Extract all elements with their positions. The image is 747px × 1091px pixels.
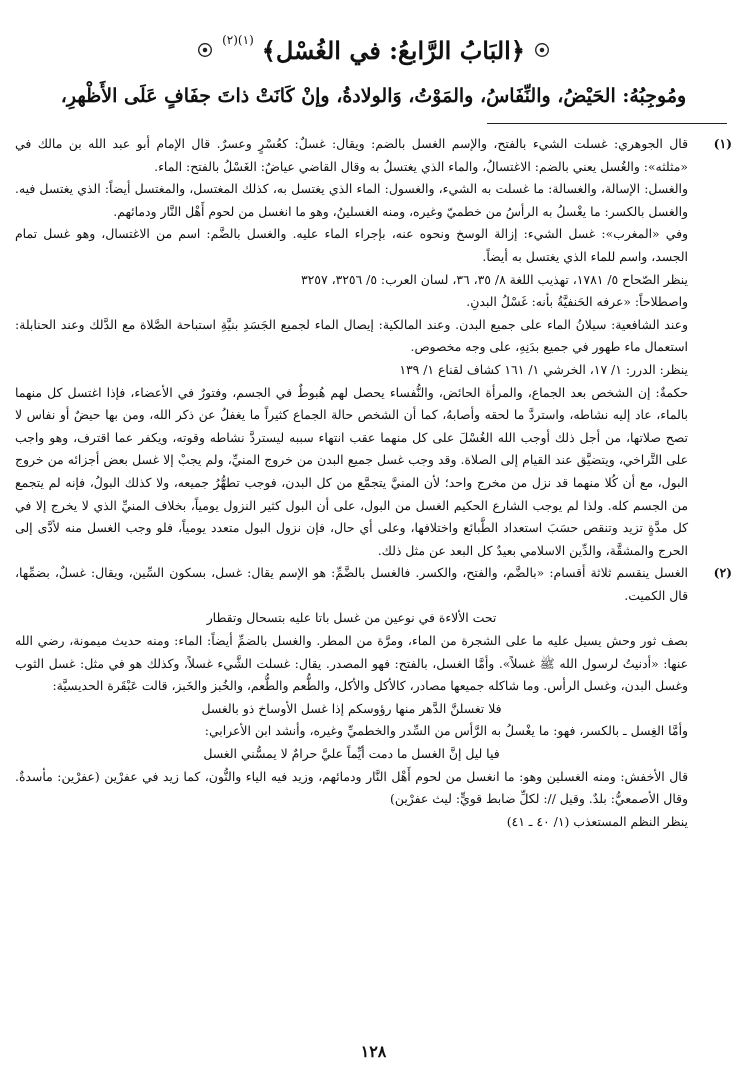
main-text: ومُوجِبُهُ: الحَيْضُ، والنِّفَاسُ، والمَوْتُ، وَالولادةُ، وإنْ كَانَتْ ذاتَ جفَافٍ عَلَى الأَظْهرِ،: [60, 85, 687, 107]
footnotes: [15, 133, 732, 833]
footnote-paragraph: وفي «المغرب»: غسل الشيء: إزالة الوسخ ونحوه عنه، بإجراء الماء عليه. والغسل بالضَّم: اسم من الاغتسال، وهو غسل تمام الجسد، واسم للماء الذي يغتسل به أيضاً.: [15, 226, 688, 264]
chapter-heading: [0, 30, 747, 70]
page-number: ١٢٨: [360, 1042, 387, 1061]
footnote-paragraph: الغسل ينقسم ثلاثة أقسام: «بالضَّم، والفتح، والكسر. فالغسل بالضَّمِّ: هو الإسم يقال: غسل، بسكون السِّين، ويقال: غسلٌ، بضمِّها، قال الكميت.: [15, 565, 688, 603]
footnote-paragraph: ينظر الصّحاح ٥/ ١٧٨١، تهذيب اللغة ٨/ ٣٥، ٣٦، لسان العرب: ٥/ ٣٢٥٦، ٣٢٥٧: [301, 271, 688, 287]
footnote-paragraph: قال الأخفش: ومنه الغسلين وهو: ما انغسل من لحوم أَهْل النَّار ودمائهم، وزيد فيه الياء والنُّون، كما زيد في عفرْين (عفرْين: مأسدةٌ. وقال الأصمعيُّ: بلدٌ. وقيل //: لكلِّ ضابط قويٍّ: ليث عفرْين): [15, 768, 688, 807]
footnote-divider: [487, 123, 727, 124]
ornament-right-icon: [533, 41, 551, 59]
ornament-left-icon: [196, 41, 214, 59]
footnote-number: (٢): [713, 565, 732, 581]
footnote-paragraph: وعند الشافعية: سيلانُ الماء على جميع البدن. وعند المالكية: إيصال الماء لجميع الجَسَدِ بنيَّةِ استباحة الصَّلاة مع الدَّلك وعند الحنابلة: استعمال ماء طهور في جميع بدَنِهِ، على وجه مخصوص.: [15, 316, 688, 355]
chapter-footnote-refs: (١)(٢): [222, 33, 254, 47]
footnote-paragraph: ينظر: الدرر: ١/ ١٧، الخرشي ١/ ١٦١ كشاف لقناع ١/ ١٣٩: [399, 361, 688, 377]
verse-line: فيا ليل إنَّ الغسل ما دمت أيِّماً عليَّ حرامٌ لا يمسُّني الغسل: [203, 746, 500, 762]
footnote-number: (١): [713, 136, 732, 151]
footnote-paragraph: ينظر النظم المستعذب (١/ ٤٠ ـ ٤١): [506, 813, 688, 829]
verse-line: تحت الألاءة في نوعين من غسل باتا عليه بتسحال وتقطار: [206, 610, 497, 626]
footnote: [15, 133, 732, 562]
footnote-paragraph: والغسل: الإسالة، والغسالة: ما غسلت به الشيء، والغسول: الماء الذي يغتسل به، كذلك المغتسل، والمغتسل أيضاً: الذي يغتسل فيه. والغسل بالكسر: ما يغْسلُ به الرأسُ من خطميّ وغيره، ومنه الغسلينُ، وهو ما انغسل من لحوم أَهْل النَّار ودمائهم.: [15, 181, 688, 219]
footnote-paragraph: واصطلاحاً: «عرفه الحَنفيَّةُ بأنه: غَسْلُ البدنِ.: [466, 294, 688, 310]
footnote-paragraph: حكمةٌ: إن الشخص بعد الجماع، والمرأة الحائض، والنُّفساء يحصل لهم هُبوطٌ في الجسم، وفتورٌ في الأعضاء، فإذا اغتسل كل منهما بالماء، عاد إليه نشاطه، واستردَّ ما لحقه وأصابهُ، كما أن الشخص حالة الجماع كثيراً ما يغفلُ عن ذكر الله، ومن بها حيضٌ أو نفاس لا تصح صلاتها، من أجل ذلك أوجب الله الغُسْلَ على كل منهما عقب انتهاء سببه ليستردَّ نشاطه وقوته، ويكفر عما اقترف، وهو واجب على التَّراخي، ويتضيَّق عند القيام إلى الصلاة. وقد وجب غسل جميع البدن من خروج المنيِّ، ولم يجبْ إلا غسل بعض أجزائه من خروج البول، مع أن كُلا منهما قد نزل من مخرج واحد؛ لأن المنيَّ يتجمَّع من كل البدن، فوجب تطهُّرُ جميعه، ولا كذلك البولُ، فإنه لم يتجمع من الجسم كله. ولذا لم يوجب الشارع الحكيم الغسل من البول، على أن البول كثير النزول يومياً، بخلاف المنيِّ الذي لا يخرج إلا في كل مدَّةٍ تزيد وتنقص حسَبَ استعداد الطَّبائع واختلافها، وعلى أي حال، فإن نزول البول متعدد يومياً، فلو وجب الغسل منه لأدَّى إلى الحرج والمشقَّة، والدِّين الاسلامي بعيدٌ كل البعد عن مثل ذلك.: [15, 384, 688, 558]
footnote-paragraph: بصف ثور وحش يسيل عليه ما على الشجرة من الماء، ومرَّة من المطر. والغسل بالضمِّ أيضاً: الماء: ومنه حديث ميمونة، رضي الله عنها: «أدنيتُ لرسول الله ﷺ غسلاً». وأمَّا الغسل، بالفتح: فهو المصدر. يقال: غسلت الشَّيء غسلاً، وكذلك هو في مثل: غسل الثوب وغسل البدن، وغسل الرأس. وما شاكله جميعها مصادر، كالأكل والأكل، والطُّعم والطُّعم، والخُبز والخَبز، قالت عَبْقَرة الحديسيَّة:: [15, 633, 688, 694]
chapter-title: ﴿البَابُ الرَّابعُ: في الغُسْل﴾: [261, 35, 525, 65]
footnote-paragraph: وأمَّا الغِسل ـ بالكسر، فهو: ما يغْسلُ به الرَّأس من السِّدر والخطميِّ وغيره، وأنشد ابن الأعرابي:: [204, 723, 688, 739]
footnote: [15, 562, 732, 833]
verse-line: فلا تغسلنَّ الدَّهر منها رؤوسكم إذا غسل الأوساخ ذو بالغسل: [201, 700, 502, 716]
footnote-paragraph: قال الجوهري: غسلت الشيء بالفتح، والإسم الغسل بالضم: ويقال: غسلٌ: كعُسْرٍ وعسرٌ. قال الإمام أبو عبد الله بن مالك في «مثلثه»: والغُسل يعني بالضم: الاغتسالُ، والماء الذي يغتسلُ به وقال القاضي عياضٌ: الغَسْلُ بالفتح: الماء.: [15, 136, 688, 174]
